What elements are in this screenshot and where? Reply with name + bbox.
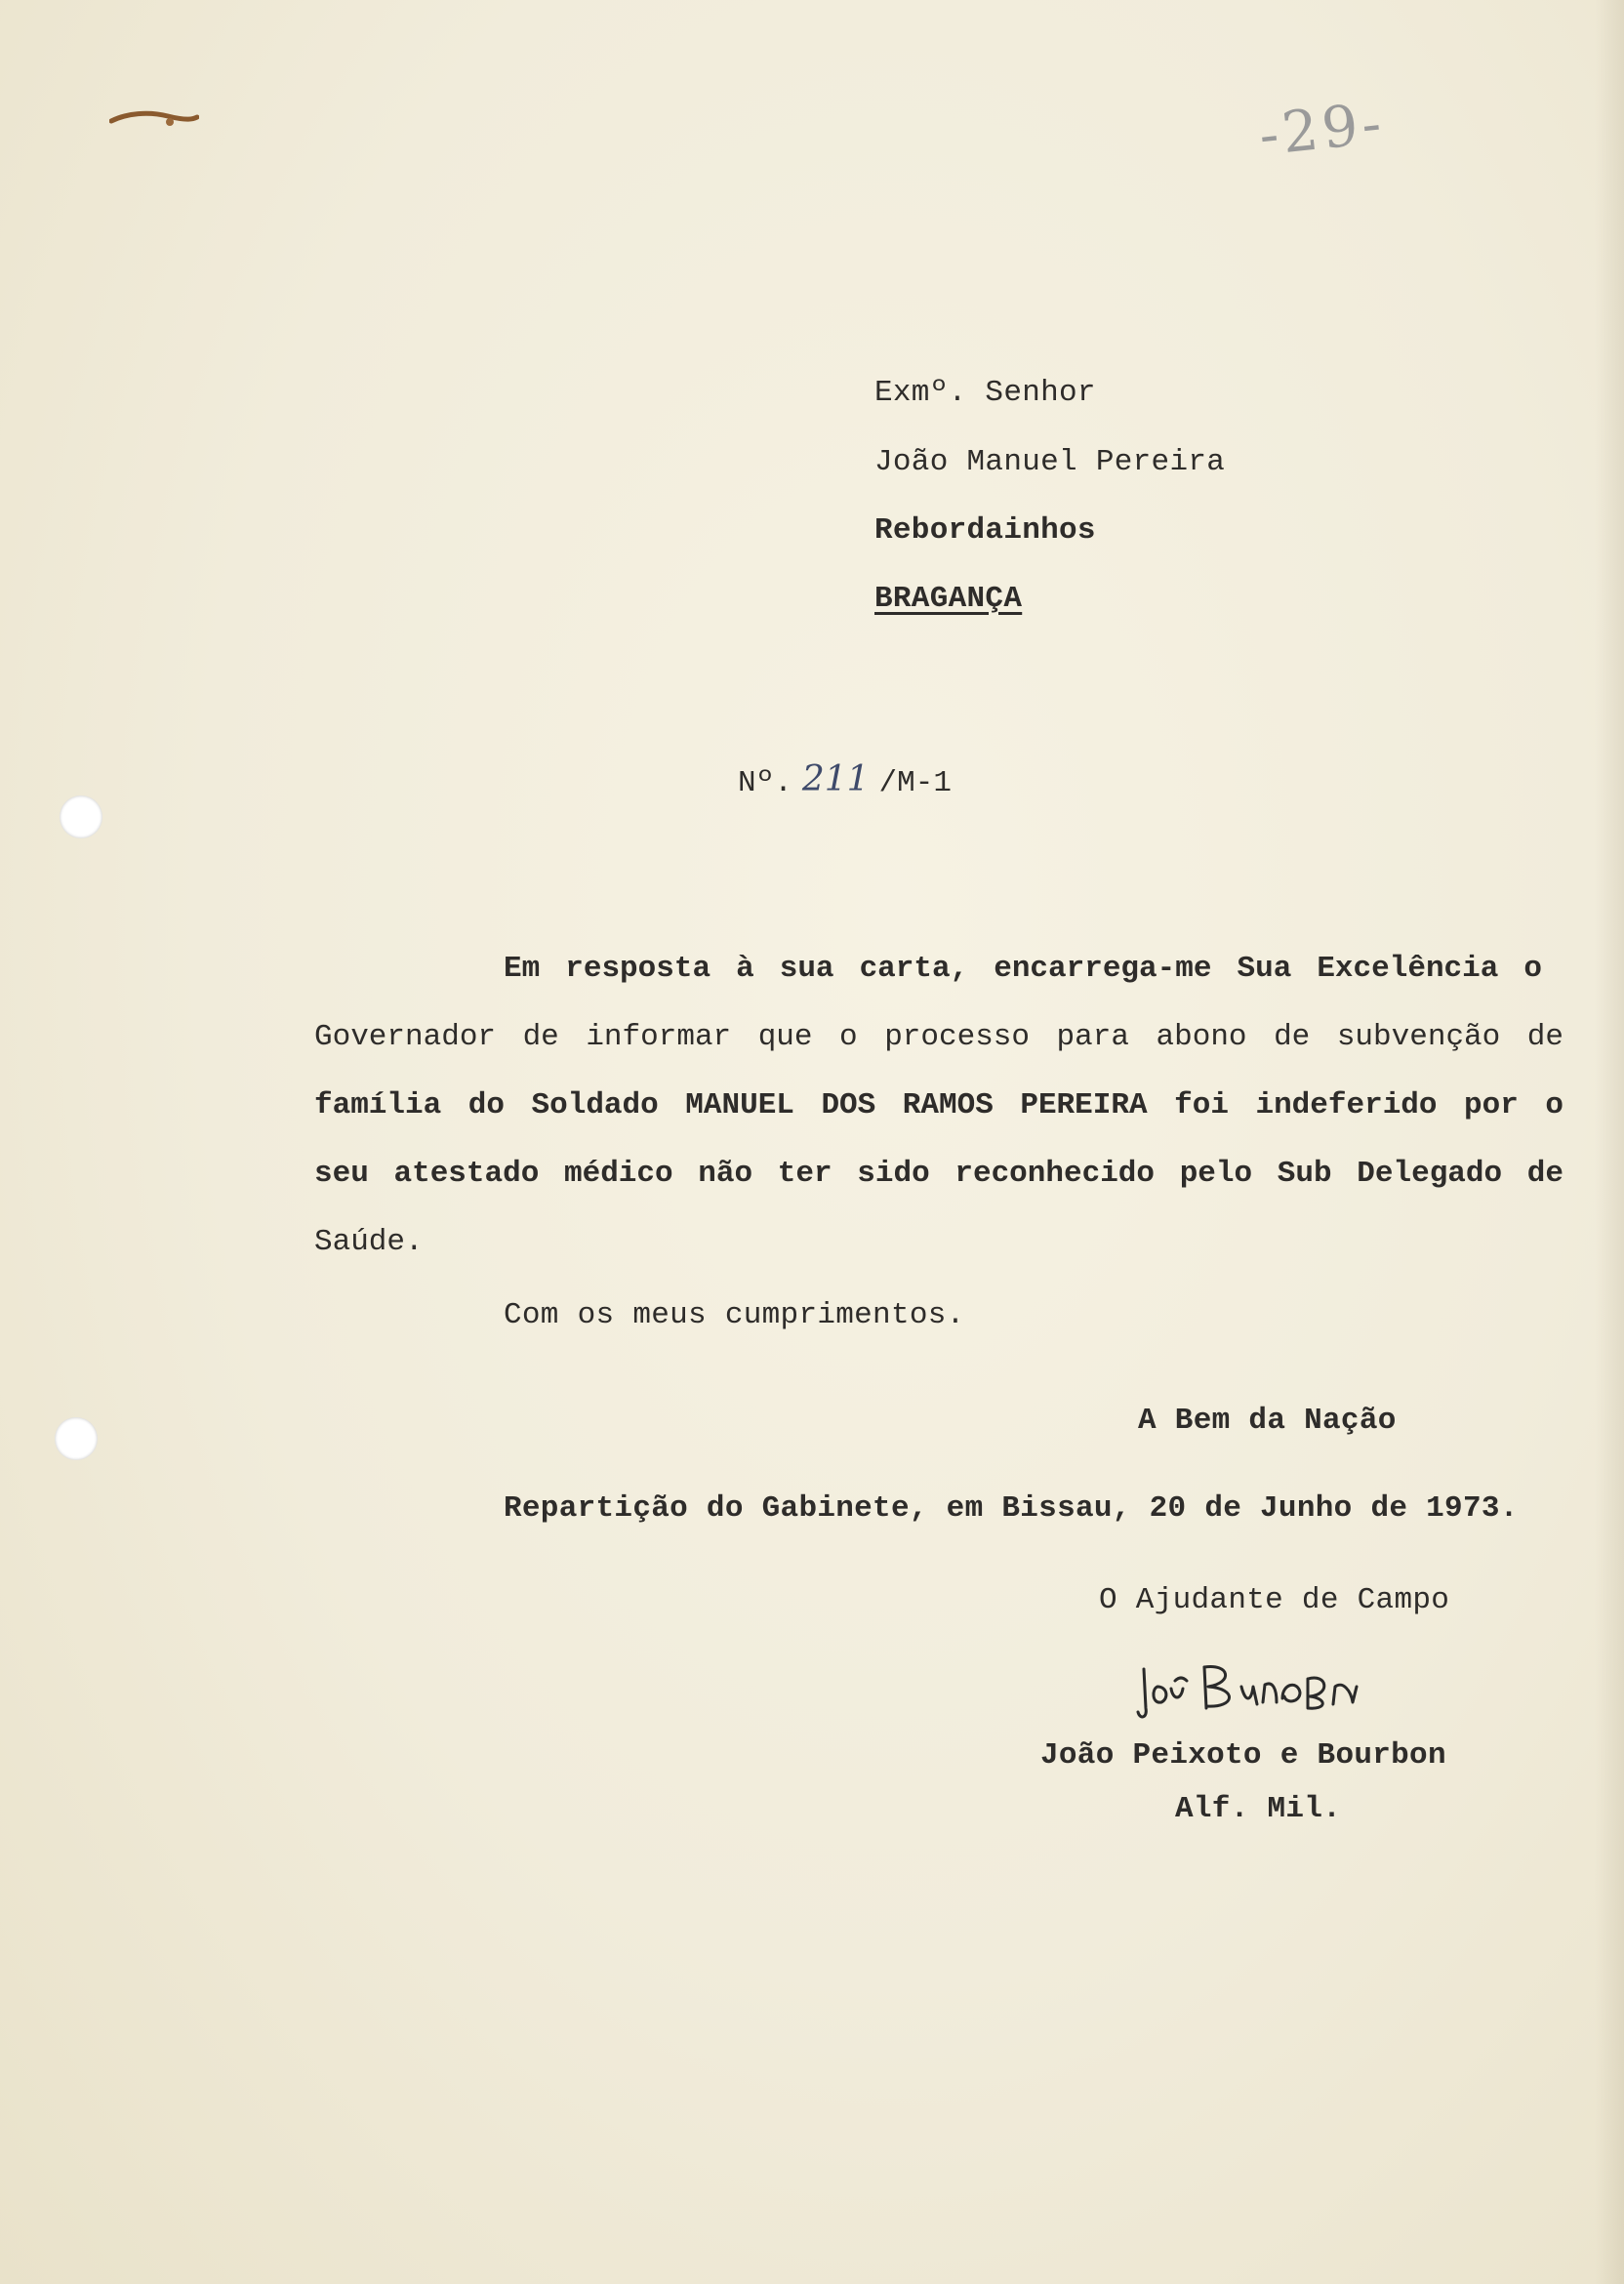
body-line-2: Governador de informar que o processo para abono de subvenção de: [314, 1020, 1563, 1054]
signer-name: João Peixoto e Bourbon: [1040, 1738, 1446, 1773]
signer-rank: Alf. Mil.: [1175, 1792, 1342, 1826]
handwritten-signature: [1136, 1640, 1370, 1728]
recipient-name: João Manuel Pereira: [874, 445, 1226, 479]
body-line-5: Saúde.: [314, 1225, 424, 1259]
place-and-date: Repartição do Gabinete, em Bissau, 20 de Junho de 1973.: [504, 1491, 1519, 1526]
page-number: -29-: [1255, 89, 1389, 169]
punch-hole-top: [60, 795, 102, 838]
recipient-locality: Rebordainhos: [874, 513, 1096, 548]
reference-number: [738, 759, 952, 800]
body-line-4: seu atestado médico não ter sido reconhecido pelo Sub Delegado de: [314, 1157, 1563, 1191]
page-edge-shading: [1595, 0, 1624, 2284]
staple-rust-mark: [109, 107, 199, 129]
recipient-city: BRAGANÇA: [874, 582, 1023, 616]
motto: A Bem da Nação: [1138, 1404, 1397, 1438]
reference-suffix: /M-1: [878, 766, 952, 800]
punch-hole-bottom: [55, 1417, 98, 1460]
recipient-salutation: Exmº. Senhor: [874, 376, 1096, 410]
signer-role: O Ajudante de Campo: [1099, 1583, 1450, 1617]
body-line-1: Em resposta à sua carta, encarrega-me Sua Excelência o: [504, 952, 1542, 986]
reference-prefix: Nº.: [738, 766, 792, 800]
reference-handwritten-number: 211: [801, 759, 870, 799]
closing-greeting: Com os meus cumprimentos.: [504, 1298, 965, 1332]
body-line-3: família do Soldado MANUEL DOS RAMOS PEREIRA foi indeferido por o: [314, 1088, 1563, 1122]
